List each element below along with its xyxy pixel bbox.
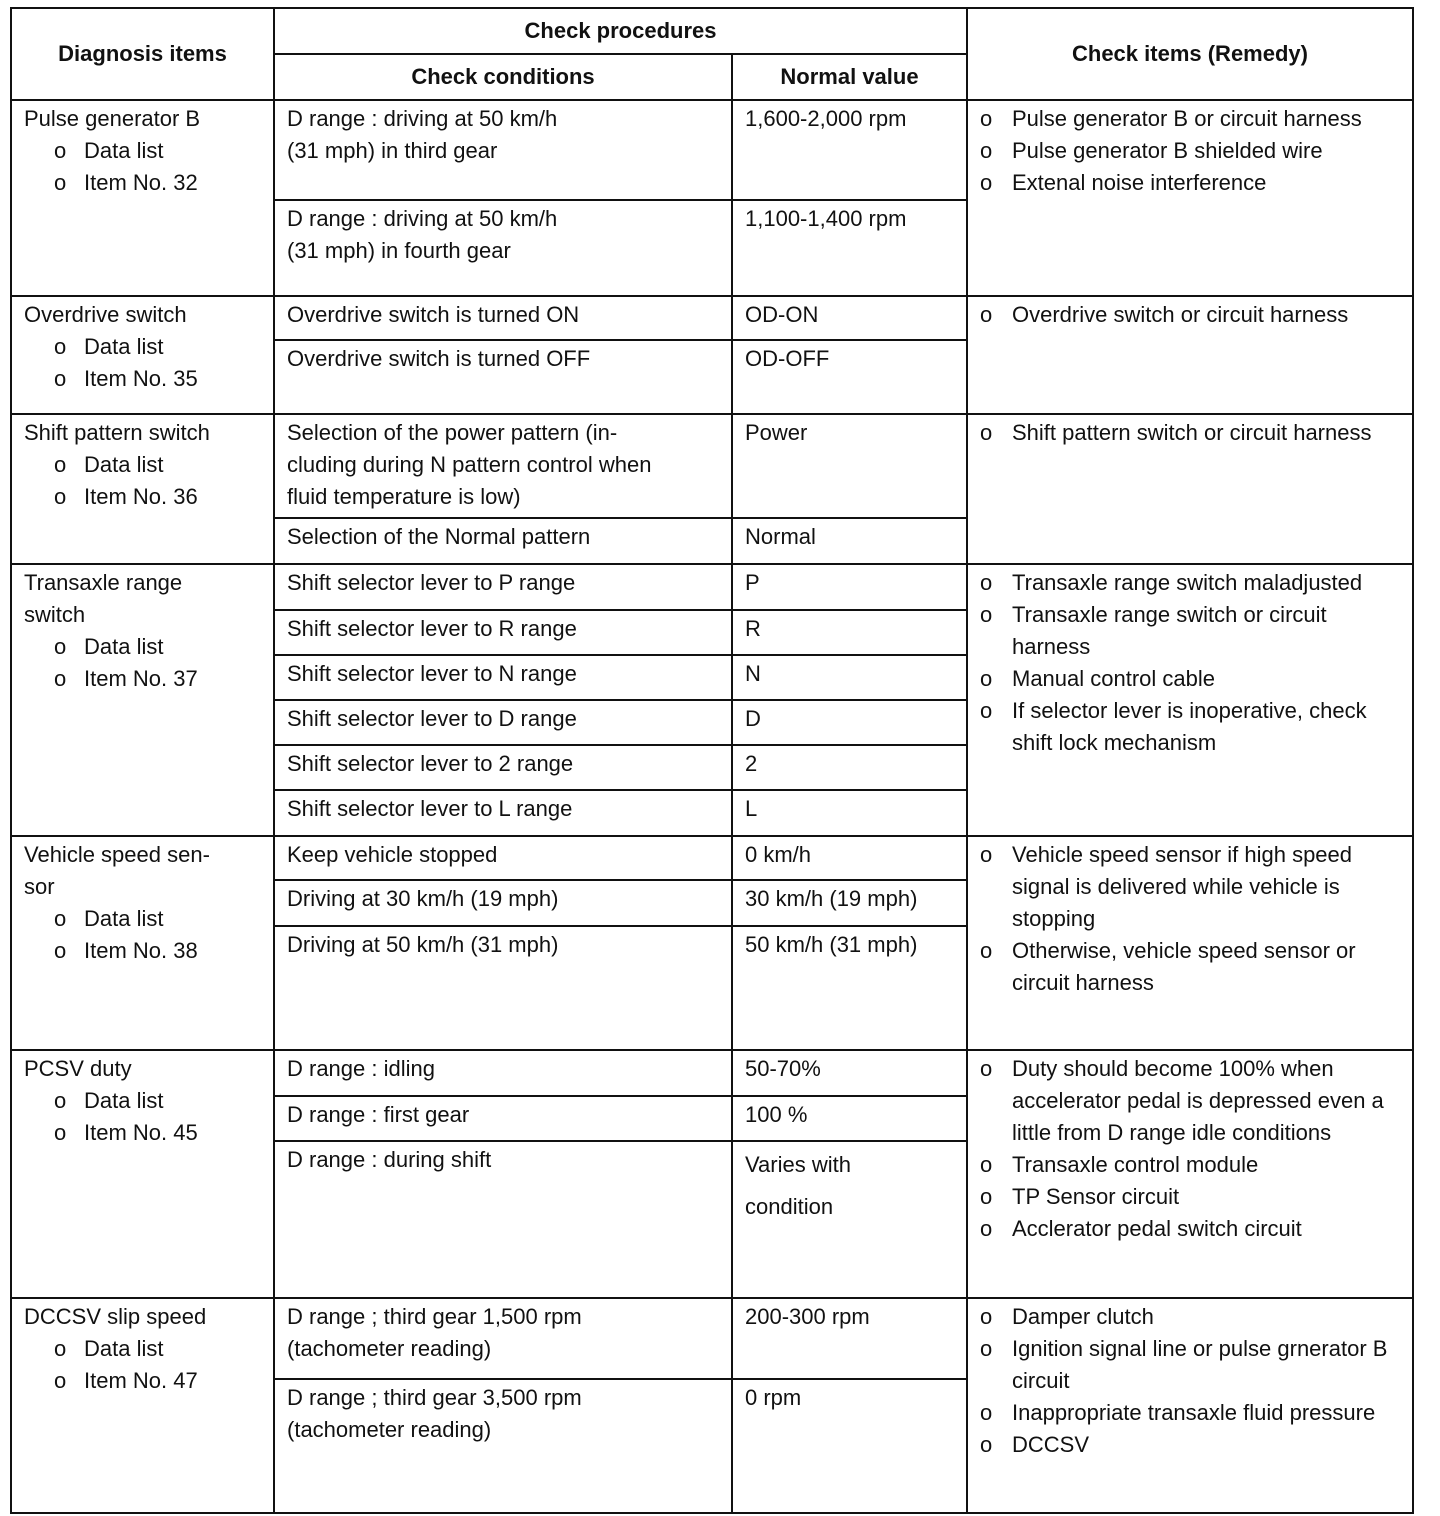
diagnosis-item-cell bbox=[11, 414, 274, 564]
table-body bbox=[11, 100, 1413, 1513]
diagnosis-item-name: Shift pattern switch bbox=[24, 420, 210, 445]
bullet-o: o bbox=[54, 1368, 67, 1393]
check-condition-text: D range : idling bbox=[287, 1056, 435, 1081]
normal-value-text: R bbox=[745, 616, 761, 641]
diagnosis-sub-label: Data list bbox=[84, 138, 164, 163]
check-condition-cell bbox=[274, 564, 732, 610]
normal-value-text: OD-ON bbox=[745, 302, 819, 327]
normal-value-cell bbox=[732, 100, 967, 200]
remedy-text: Overdrive switch or circuit harness bbox=[1012, 302, 1349, 327]
remedy-item bbox=[980, 299, 1406, 331]
normal-value-text: 30 km/h (19 mph) bbox=[745, 886, 918, 911]
remedy-cell bbox=[967, 100, 1413, 296]
bullet-o: o bbox=[54, 138, 67, 163]
check-condition-text: cluding during N pattern control when bbox=[287, 452, 652, 477]
bullet-o: o bbox=[980, 842, 993, 867]
remedy-item bbox=[980, 839, 1406, 935]
remedy-text: Shift pattern switch or circuit harness bbox=[1012, 420, 1372, 445]
diagnosis-sub-label: Item No. 47 bbox=[84, 1368, 198, 1393]
diagnosis-sub-label: Item No. 36 bbox=[84, 484, 198, 509]
check-condition-text: fluid temperature is low) bbox=[287, 484, 521, 509]
remedy-text: Inappropriate transaxle fluid pressure bbox=[1012, 1400, 1376, 1425]
remedy-item bbox=[980, 1301, 1406, 1333]
remedy-item bbox=[980, 1397, 1406, 1429]
remedy-item bbox=[980, 599, 1406, 663]
check-condition-cell bbox=[274, 880, 732, 926]
normal-value-cell bbox=[732, 1298, 967, 1379]
diagnosis-sub-item bbox=[24, 1365, 267, 1397]
bullet-o: o bbox=[980, 170, 993, 195]
diagnosis-sub-label: Data list bbox=[84, 906, 164, 931]
remedy-text: Transaxle control module bbox=[1012, 1152, 1259, 1177]
header-check-procedures: Check procedures bbox=[274, 8, 967, 54]
check-condition-cell bbox=[274, 100, 732, 200]
diagnosis-table bbox=[10, 7, 1414, 1514]
bullet-o: o bbox=[980, 570, 993, 595]
check-condition-cell bbox=[274, 836, 732, 880]
check-condition-cell bbox=[274, 1379, 732, 1513]
bullet-o: o bbox=[980, 1184, 993, 1209]
check-condition-text: Shift selector lever to 2 range bbox=[287, 751, 574, 776]
bullet-o: o bbox=[980, 938, 993, 963]
normal-value-text: 200-300 rpm bbox=[745, 1304, 870, 1329]
diagnosis-item-name: sor bbox=[24, 874, 55, 899]
check-condition-text: Shift selector lever to N range bbox=[287, 661, 577, 686]
bullet-o: o bbox=[980, 1152, 993, 1177]
normal-value-cell bbox=[732, 564, 967, 610]
normal-value-text: P bbox=[745, 570, 760, 595]
remedy-text: Pulse generator B or circuit harness bbox=[1012, 106, 1362, 131]
remedy-item bbox=[980, 1053, 1406, 1149]
remedy-cell bbox=[967, 296, 1413, 414]
bullet-o: o bbox=[54, 452, 67, 477]
check-condition-cell bbox=[274, 340, 732, 414]
diagnosis-sub-item bbox=[24, 935, 267, 967]
table-row bbox=[11, 414, 1413, 518]
remedy-text: DCCSV bbox=[1012, 1432, 1090, 1457]
normal-value-cell bbox=[732, 836, 967, 880]
normal-value-text: 1,600-2,000 rpm bbox=[745, 106, 907, 131]
check-condition-cell bbox=[274, 1096, 732, 1141]
normal-value-text: D bbox=[745, 706, 761, 731]
bullet-o: o bbox=[980, 302, 993, 327]
check-condition-text: Driving at 30 km/h (19 mph) bbox=[287, 886, 559, 911]
bullet-o: o bbox=[980, 1304, 993, 1329]
check-condition-cell bbox=[274, 745, 732, 790]
bullet-o: o bbox=[980, 1056, 993, 1081]
normal-value-text: 50-70% bbox=[745, 1056, 821, 1081]
table-row bbox=[11, 564, 1413, 610]
check-condition-text: Shift selector lever to D range bbox=[287, 706, 577, 731]
bullet-o: o bbox=[54, 170, 67, 195]
check-condition-text: (tachometer reading) bbox=[287, 1417, 492, 1442]
check-condition-text: D range : first gear bbox=[287, 1102, 470, 1127]
check-condition-text: D range ; third gear 1,500 rpm bbox=[287, 1304, 582, 1329]
check-condition-cell bbox=[274, 1141, 732, 1298]
bullet-o: o bbox=[980, 106, 993, 131]
diagnosis-sub-item bbox=[24, 331, 267, 363]
remedy-item bbox=[980, 935, 1406, 999]
check-condition-text: (31 mph) in fourth gear bbox=[287, 238, 511, 263]
bullet-o: o bbox=[980, 1336, 993, 1361]
remedy-text: Duty should become 100% when accelerator pedal is depressed even a little from D range idle conditions bbox=[1012, 1056, 1384, 1145]
check-condition-cell bbox=[274, 926, 732, 1050]
remedy-item bbox=[980, 1149, 1406, 1181]
normal-value-cell bbox=[732, 655, 967, 700]
remedy-text: Ignition signal line or pulse grnerator B circuit bbox=[1012, 1336, 1388, 1393]
check-condition-text: Keep vehicle stopped bbox=[287, 842, 498, 867]
diagnosis-sub-label: Item No. 35 bbox=[84, 366, 198, 391]
diagnosis-item-name: DCCSV slip speed bbox=[24, 1304, 207, 1329]
table-row bbox=[11, 1050, 1413, 1096]
remedy-text: Pulse generator B shielded wire bbox=[1012, 138, 1323, 163]
normal-value-cell bbox=[732, 340, 967, 414]
normal-value-cell bbox=[732, 518, 967, 564]
normal-value-cell bbox=[732, 414, 967, 518]
diagnosis-sub-label: Item No. 37 bbox=[84, 666, 198, 691]
remedy-text: Manual control cable bbox=[1012, 666, 1216, 691]
remedy-item bbox=[980, 567, 1406, 599]
check-condition-text: D range : during shift bbox=[287, 1147, 492, 1172]
diagnosis-sub-item bbox=[24, 1117, 267, 1149]
remedy-text: If selector lever is inoperative, check shift lock mechanism bbox=[1012, 698, 1367, 755]
check-condition-cell bbox=[274, 296, 732, 340]
normal-value-text: 100 % bbox=[745, 1102, 808, 1127]
bullet-o: o bbox=[54, 938, 67, 963]
remedy-item bbox=[980, 135, 1406, 167]
check-condition-text: D range : driving at 50 km/h bbox=[287, 206, 558, 231]
normal-value-text: N bbox=[745, 661, 761, 686]
diagnosis-sub-item bbox=[24, 631, 267, 663]
diagnosis-sub-item bbox=[24, 135, 267, 167]
check-condition-text: (31 mph) in third gear bbox=[287, 138, 498, 163]
header-normal-value: Normal value bbox=[732, 54, 967, 100]
diagnosis-item-cell bbox=[11, 1050, 274, 1298]
diagnosis-sub-label: Data list bbox=[84, 1088, 164, 1113]
remedy-item bbox=[980, 695, 1406, 759]
bullet-o: o bbox=[54, 484, 67, 509]
table-row bbox=[11, 100, 1413, 200]
bullet-o: o bbox=[980, 666, 993, 691]
bullet-o: o bbox=[54, 666, 67, 691]
bullet-o: o bbox=[54, 1120, 67, 1145]
bullet-o: o bbox=[54, 1088, 67, 1113]
header-row-top bbox=[11, 8, 1413, 54]
remedy-text: Damper clutch bbox=[1012, 1304, 1154, 1329]
check-condition-cell bbox=[274, 518, 732, 564]
check-condition-cell bbox=[274, 790, 732, 836]
header-check-conditions: Check conditions bbox=[274, 54, 732, 100]
normal-value-text: Varies with bbox=[745, 1152, 851, 1177]
remedy-text: Otherwise, vehicle speed sensor or circuit harness bbox=[1012, 938, 1356, 995]
diagnosis-item-cell bbox=[11, 836, 274, 1050]
diagnosis-item-name: Transaxle range bbox=[24, 570, 183, 595]
remedy-item bbox=[980, 663, 1406, 695]
diagnosis-sub-label: Data list bbox=[84, 334, 164, 359]
check-condition-text: D range : driving at 50 km/h bbox=[287, 106, 558, 131]
header-diagnosis-items: Diagnosis items bbox=[11, 8, 274, 100]
diagnosis-sub-item bbox=[24, 481, 267, 513]
bullet-o: o bbox=[980, 698, 993, 723]
remedy-text: Transaxle range switch maladjusted bbox=[1012, 570, 1363, 595]
diagnosis-item-cell bbox=[11, 296, 274, 414]
normal-value-text: OD-OFF bbox=[745, 346, 830, 371]
check-condition-text: Driving at 50 km/h (31 mph) bbox=[287, 932, 559, 957]
diagnosis-item-name: PCSV duty bbox=[24, 1056, 132, 1081]
bullet-o: o bbox=[980, 1216, 993, 1241]
check-condition-text: Shift selector lever to P range bbox=[287, 570, 576, 595]
check-condition-cell bbox=[274, 610, 732, 655]
diagnosis-sub-item bbox=[24, 449, 267, 481]
diagnosis-sub-label: Data list bbox=[84, 634, 164, 659]
normal-value-cell bbox=[732, 200, 967, 296]
remedy-item bbox=[980, 1213, 1406, 1245]
diagnosis-item-cell bbox=[11, 100, 274, 296]
remedy-item bbox=[980, 1429, 1406, 1461]
diagnosis-item-name: Overdrive switch bbox=[24, 302, 187, 327]
diagnosis-sub-item bbox=[24, 363, 267, 395]
normal-value-text: 2 bbox=[745, 751, 758, 776]
diagnosis-sub-label: Item No. 32 bbox=[84, 170, 198, 195]
normal-value-cell bbox=[732, 1141, 967, 1298]
bullet-o: o bbox=[980, 1400, 993, 1425]
remedy-text: Transaxle range switch or circuit harness bbox=[1012, 602, 1327, 659]
diagnosis-sub-item bbox=[24, 1085, 267, 1117]
normal-value-text: Power bbox=[745, 420, 808, 445]
diagnosis-sub-item bbox=[24, 903, 267, 935]
diagnosis-sub-label: Item No. 45 bbox=[84, 1120, 198, 1145]
remedy-item bbox=[980, 1333, 1406, 1397]
normal-value-text: condition bbox=[745, 1194, 834, 1219]
normal-value-cell bbox=[732, 296, 967, 340]
normal-value-text: 0 km/h bbox=[745, 842, 812, 867]
normal-value-cell bbox=[732, 610, 967, 655]
bullet-o: o bbox=[54, 366, 67, 391]
check-condition-cell bbox=[274, 414, 732, 518]
check-condition-text: Shift selector lever to R range bbox=[287, 616, 577, 641]
normal-value-cell bbox=[732, 1050, 967, 1096]
table-header bbox=[11, 8, 1413, 100]
bullet-o: o bbox=[54, 1336, 67, 1361]
bullet-o: o bbox=[54, 634, 67, 659]
table-row bbox=[11, 836, 1413, 880]
remedy-item bbox=[980, 417, 1406, 449]
check-condition-text: (tachometer reading) bbox=[287, 1336, 492, 1361]
check-condition-cell bbox=[274, 655, 732, 700]
check-condition-text: Overdrive switch is turned ON bbox=[287, 302, 580, 327]
bullet-o: o bbox=[980, 138, 993, 163]
remedy-item bbox=[980, 1181, 1406, 1213]
normal-value-cell bbox=[732, 880, 967, 926]
diagnosis-sub-item bbox=[24, 167, 267, 199]
table-row bbox=[11, 296, 1413, 340]
check-condition-text: Overdrive switch is turned OFF bbox=[287, 346, 591, 371]
diagnosis-sub-label: Data list bbox=[84, 1336, 164, 1361]
remedy-text: Vehicle speed sensor if high speed signal is delivered while vehicle is stopping bbox=[1012, 842, 1353, 931]
check-condition-cell bbox=[274, 1050, 732, 1096]
remedy-item bbox=[980, 167, 1406, 199]
check-condition-cell bbox=[274, 700, 732, 745]
check-condition-text: D range ; third gear 3,500 rpm bbox=[287, 1385, 582, 1410]
bullet-o: o bbox=[980, 1432, 993, 1457]
diagnosis-item-cell bbox=[11, 1298, 274, 1513]
check-condition-text: Shift selector lever to L range bbox=[287, 796, 573, 821]
remedy-cell bbox=[967, 836, 1413, 1050]
bullet-o: o bbox=[980, 420, 993, 445]
check-condition-text: Selection of the power pattern (in- bbox=[287, 420, 618, 445]
normal-value-text: L bbox=[745, 796, 758, 821]
remedy-item bbox=[980, 103, 1406, 135]
normal-value-cell bbox=[732, 700, 967, 745]
normal-value-cell bbox=[732, 926, 967, 1050]
bullet-o: o bbox=[980, 602, 993, 627]
check-condition-cell bbox=[274, 200, 732, 296]
check-condition-text: Selection of the Normal pattern bbox=[287, 524, 591, 549]
normal-value-text: 1,100-1,400 rpm bbox=[745, 206, 907, 231]
remedy-cell bbox=[967, 414, 1413, 564]
remedy-text: TP Sensor circuit bbox=[1012, 1184, 1180, 1209]
normal-value-text: 50 km/h (31 mph) bbox=[745, 932, 918, 957]
remedy-cell bbox=[967, 1298, 1413, 1513]
check-condition-cell bbox=[274, 1298, 732, 1379]
remedy-cell bbox=[967, 564, 1413, 836]
remedy-text: Extenal noise interference bbox=[1012, 170, 1267, 195]
remedy-cell bbox=[967, 1050, 1413, 1298]
diagnosis-item-cell bbox=[11, 564, 274, 836]
normal-value-text: 0 rpm bbox=[745, 1385, 802, 1410]
table-row bbox=[11, 1298, 1413, 1379]
diagnosis-item-name: switch bbox=[24, 602, 86, 627]
normal-value-cell bbox=[732, 1379, 967, 1513]
normal-value-text: Normal bbox=[745, 524, 816, 549]
normal-value-cell bbox=[732, 745, 967, 790]
remedy-text: Acclerator pedal switch circuit bbox=[1012, 1216, 1302, 1241]
bullet-o: o bbox=[54, 334, 67, 359]
diagnosis-sub-item bbox=[24, 1333, 267, 1365]
normal-value-cell bbox=[732, 790, 967, 836]
diagnosis-sub-label: Item No. 38 bbox=[84, 938, 198, 963]
diagnosis-item-name: Vehicle speed sen- bbox=[24, 842, 210, 867]
bullet-o: o bbox=[54, 906, 67, 931]
diagnosis-sub-item bbox=[24, 663, 267, 695]
normal-value-cell bbox=[732, 1096, 967, 1141]
diagnosis-sub-label: Data list bbox=[84, 452, 164, 477]
diagnosis-item-name: Pulse generator B bbox=[24, 106, 201, 131]
header-check-items-remedy: Check items (Remedy) bbox=[967, 8, 1413, 100]
